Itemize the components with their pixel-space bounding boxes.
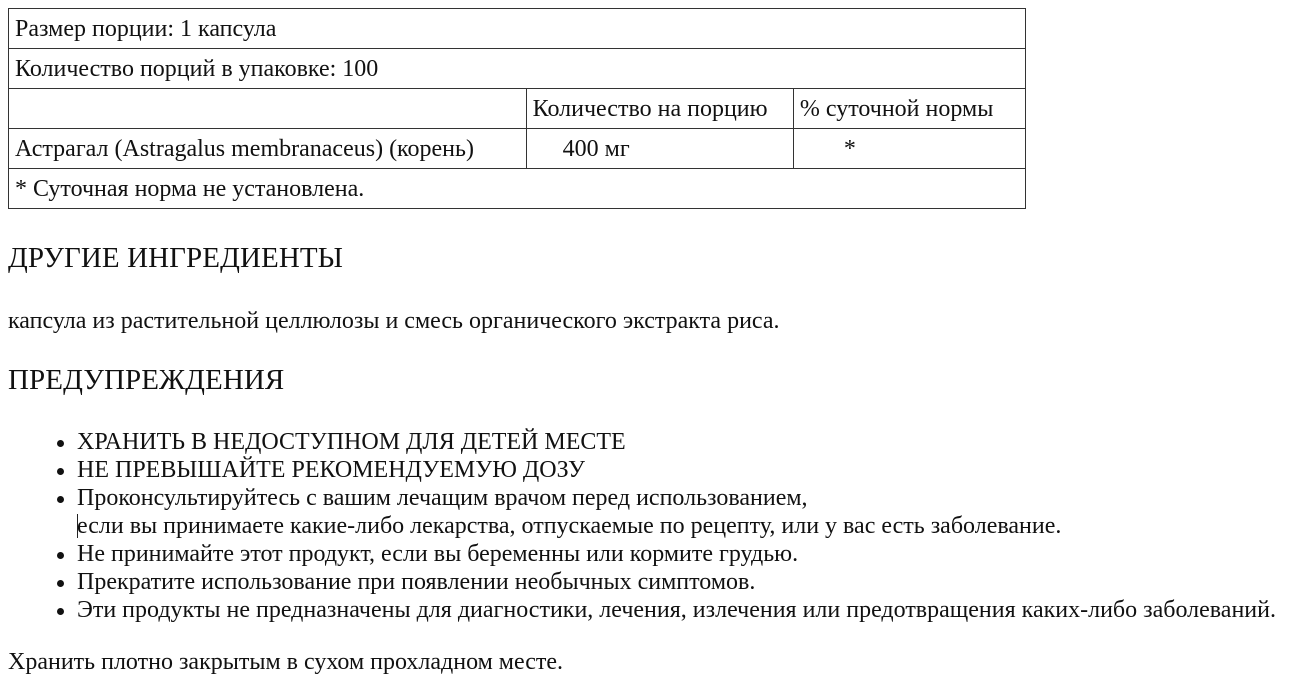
table-row [9,129,1026,169]
warnings-list [77,428,1276,624]
ingredient-name: Астрагал (Astragalus membranaceus) (корень) [9,129,527,169]
list-item-line: если вы принимаете какие-либо лекарства, отпускаемые по рецепту, или у вас есть заболевание. [77,513,1062,539]
other-ingredients-heading: ДРУГИЕ ИНГРЕДИЕНТЫ [8,242,344,274]
warnings-heading: ПРЕДУПРЕЖДЕНИЯ [8,364,285,396]
list-item-line: Проконсультируйтесь с вашим лечащим врачом перед использованием, [77,485,808,511]
ingredient-daily-value: * [793,129,1025,169]
list-item: НЕ ПРЕВЫШАЙТЕ РЕКОМЕНДУЕМУЮ ДОЗУ [77,456,1276,484]
list-item: Прекратите использование при появлении необычных симптомов. [77,568,1276,596]
footnote-row [9,169,1026,209]
other-ingredients-text: капсула из растительной целлюлозы и смесь органического экстракта риса. [8,308,780,334]
header-daily-value: % суточной нормы [793,89,1025,129]
list-item [77,484,1276,540]
header-empty-cell [9,89,527,129]
ingredient-amount: 400 мг [526,129,793,169]
servings-per-container-row [9,49,1026,89]
header-amount-per-serving: Количество на порцию [526,89,793,129]
list-item: ХРАНИТЬ В НЕДОСТУПНОМ ДЛЯ ДЕТЕЙ МЕСТЕ [77,428,1276,456]
supplement-facts-table [8,8,1026,209]
list-item: Эти продукты не предназначены для диагностики, лечения, излечения или предотвращения каких-либо заболеваний. [77,597,1276,623]
serving-size: Размер порции: 1 капсула [9,9,1026,49]
storage-text: Хранить плотно закрытым в сухом прохладном месте. [8,649,564,675]
daily-value-footnote: * Суточная норма не установлена. [9,169,1026,209]
list-item: Не принимайте этот продукт, если вы беременны или кормите грудью. [77,540,1276,568]
table-header-row [9,89,1026,129]
servings-per-container: Количество порций в упаковке: 100 [9,49,1026,89]
serving-size-row [9,9,1026,49]
